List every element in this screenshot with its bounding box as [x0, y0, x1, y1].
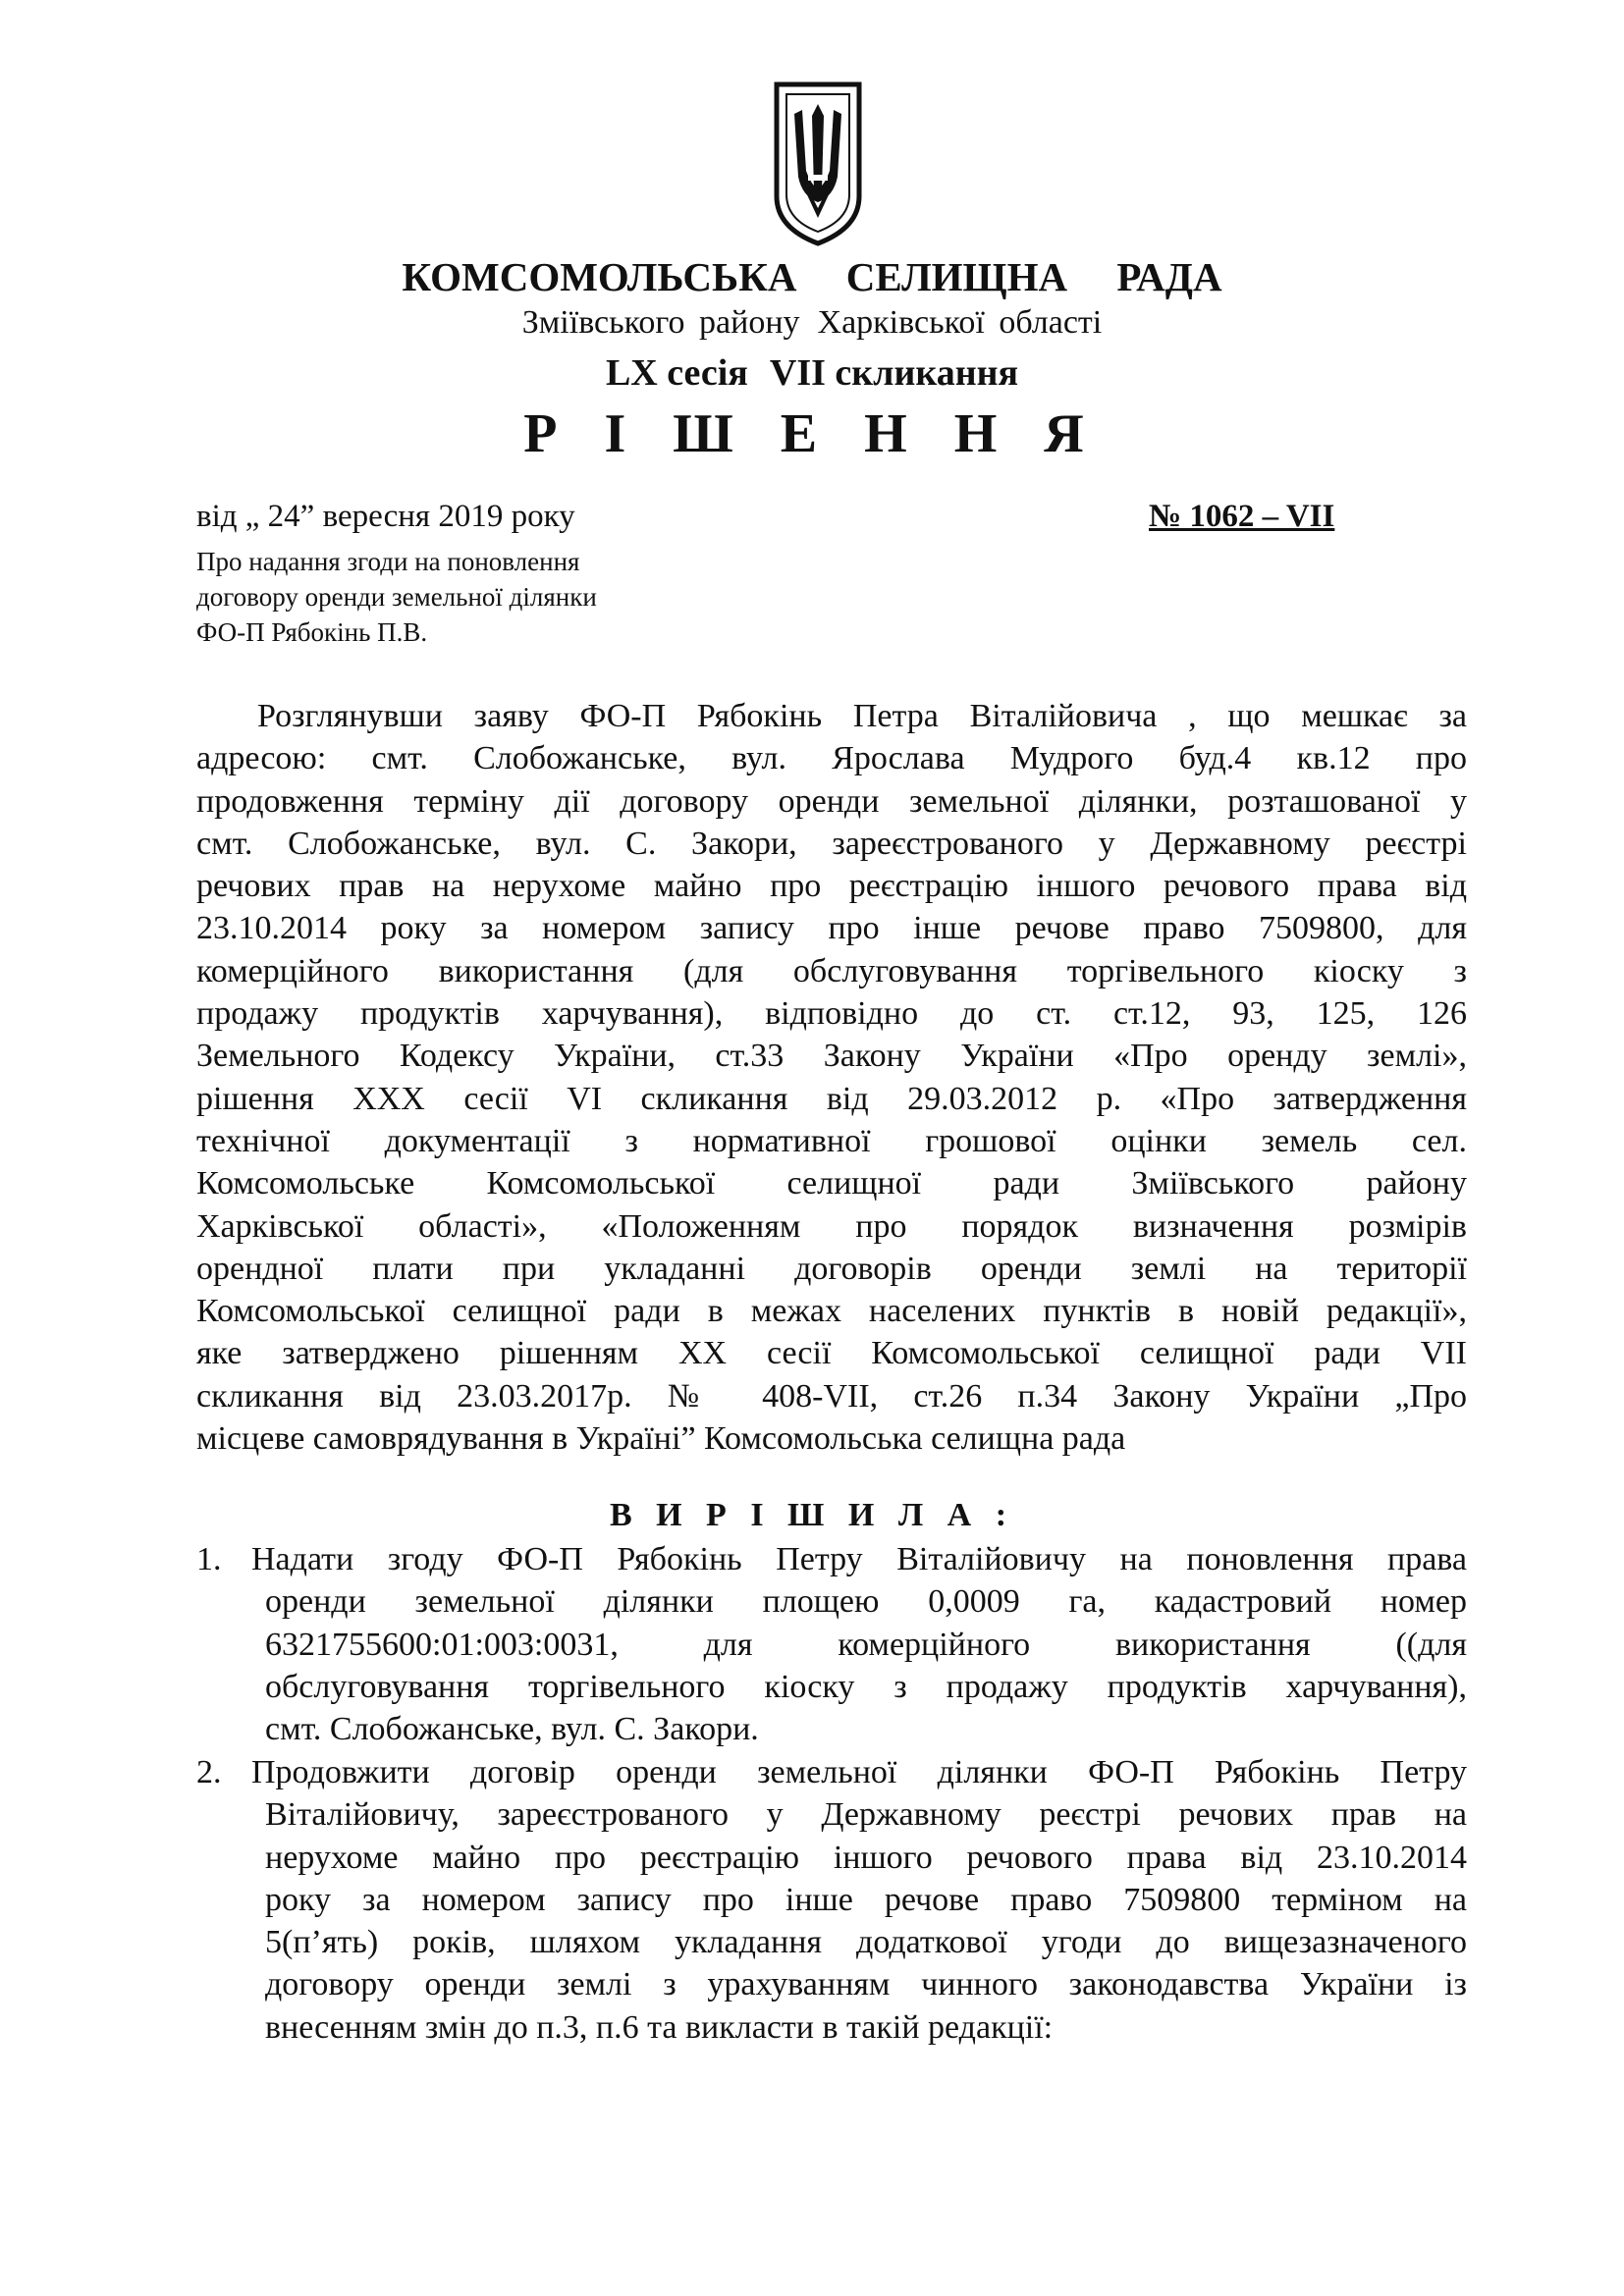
preamble-line: комерційного використання (для обслуговування торгівельного кіоску з: [196, 952, 1467, 989]
document-type-heading: Р І Ш Е Н Н Я: [523, 403, 1101, 464]
preamble-line: речових прав на нерухоме майно про реєстрацію іншого речового права від: [196, 868, 1467, 905]
resolved-heading: В И Р І Ш И Л А :: [609, 1497, 1015, 1533]
preamble-line: адресою: смт. Слобожанське, вул. Ярослава Мудрого буд.4 кв.12 про: [196, 740, 1467, 777]
subject-line: Про надання згоди на поновлення: [196, 547, 580, 576]
preamble-line: 23.10.2014 року за номером запису про інше речове право 7509800, для: [196, 910, 1467, 947]
preamble-line: яке затверджено рішенням ХХ сесії Комсомольської селищної ради VII: [196, 1335, 1467, 1372]
preamble-line: скликання від 23.03.2017р. № 408-VII, ст.26 п.34 Закону України „Про: [196, 1377, 1467, 1415]
preamble-line: Комсомольське Комсомольської селищної ради Зміївського району: [196, 1165, 1467, 1202]
preamble-line: продажу продуктів харчування), відповідно до ст. ст.12, 93, 125, 126: [196, 995, 1467, 1033]
item-line: оренди земельної ділянки площею 0,0009 га, кадастровий номер: [265, 1583, 1467, 1621]
preamble-line: Комсомольської селищної ради в межах населених пунктів в новій редакції»,: [196, 1293, 1467, 1330]
preamble-line: орендної плати при укладанні договорів оренди землі на території: [196, 1250, 1467, 1287]
item-line: року за номером запису про інше речове право 7509800 терміном на: [265, 1881, 1467, 1918]
item-line: внесенням змін до п.3, п.6 та викласти в такій редакції:: [265, 2008, 1054, 2046]
item-number: 2.: [196, 1754, 222, 1790]
list-item: [196, 1538, 1467, 1750]
preamble-line: смт. Слобожанське, вул. С. Закори, зареєстрованого у Державному реєстрі: [196, 825, 1467, 862]
preamble-line: продовження терміну дії договору оренди земельної ділянки, розташованої у: [196, 782, 1467, 820]
item-line: обслуговування торгівельного кіоску з продажу продуктів харчування),: [265, 1668, 1467, 1705]
preamble-line: Розглянувши заяву ФО-П Рябокінь Петра Віталійовича , що мешкає за: [257, 698, 1467, 734]
preamble-line: технічної документації з нормативної грошової оцінки земель сел.: [196, 1122, 1467, 1159]
preamble-line: Харківської області», «Положенням про порядок визначення розмірів: [196, 1207, 1467, 1245]
district-name: Зміївського району: [521, 304, 800, 341]
preamble-line: місцеве самоврядування в Україні” Комсомольська селищна рада: [196, 1420, 1126, 1458]
subject-line: ФО-П Рябокінь П.В.: [196, 617, 428, 647]
item-line: договору оренди землі з урахуванням чинного законодавства України із: [265, 1966, 1467, 2003]
preamble-line: рішення ХХХ сесії VI скликання від 29.03.2012 р. «Про затвердження: [196, 1080, 1467, 1117]
trident-coat-of-arms-icon: [773, 80, 863, 247]
decision-subject: [196, 544, 597, 650]
council-name: КОМСОМОЛЬСЬКА СЕЛИЩНА РАДА: [402, 254, 1222, 299]
subject-line: договору оренди земельної ділянки: [196, 582, 597, 612]
district-line: [0, 304, 1624, 342]
preamble-line: Земельного Кодексу України, ст.33 Закону України «Про оренду землі»,: [196, 1038, 1467, 1075]
item-line: Надати згоду ФО-П Рябокінь Петру Віталійовичу на поновлення права: [251, 1541, 1467, 1577]
preamble-paragraph: [196, 695, 1467, 1460]
region-name: Харківської області: [817, 304, 1103, 341]
session-line: [0, 351, 1624, 395]
item-number: 1.: [196, 1541, 222, 1577]
item-line: Віталійовичу, зареєстрованого у Державному реєстрі речових прав на: [265, 1796, 1467, 1834]
item-line: нерухоме майно про реєстрацію іншого речового права від 23.10.2014: [265, 1839, 1467, 1876]
decision-date: від „ 24” вересня 2019 року: [196, 499, 575, 534]
list-item: [196, 1751, 1467, 2049]
item-line: Продовжити договір оренди земельної ділянки ФО-П Рябокінь Петру: [251, 1754, 1467, 1790]
decision-number: № 1062 – VII: [1149, 499, 1335, 534]
item-line: 6321755600:01:003:0031, для комерційного використання ((для: [265, 1626, 1467, 1663]
item-line: 5(п’ять) років, шляхом укладання додаткової угоди до вищезазначеного: [265, 1924, 1467, 1961]
item-line: смт. Слобожанське, вул. С. Закори.: [265, 1711, 759, 1748]
convocation: VII скликання: [769, 352, 1019, 394]
session-number: LX сесія: [605, 352, 748, 394]
